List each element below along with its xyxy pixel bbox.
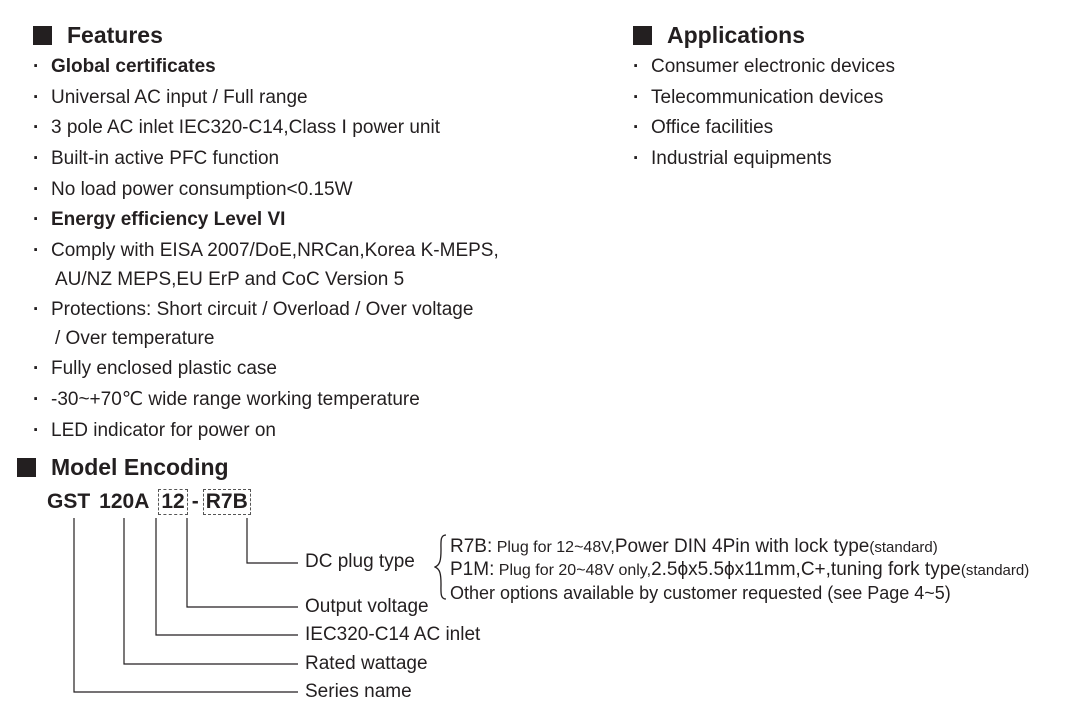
plug-option-r7b: R7B: Plug for 12~48V,Power DIN 4Pin with lock type(standard)	[450, 536, 938, 557]
feature-text: -30~+70℃ wide range working temperature	[51, 388, 420, 410]
label-series-name: Series name	[305, 681, 412, 702]
feature-text: 3 pole AC inlet IEC320-C14,Class Ⅰ power unit	[51, 117, 440, 139]
brace-icon	[434, 534, 448, 600]
bullet-dot-icon: ·	[33, 240, 40, 262]
label-output-voltage: Output voltage	[305, 596, 429, 617]
plug-option-p1m: P1M: Plug for 20~48V only,2.5ϕx5.5ϕx11mm,C+,tuning fork type(standard)	[450, 559, 1030, 580]
bullet-dot-icon: ·	[33, 358, 40, 380]
connector-plug	[247, 518, 298, 563]
application-text: Office facilities	[651, 117, 774, 139]
bullet-dot-icon: ·	[33, 148, 40, 170]
feature-text: Energy efficiency Level VI	[51, 209, 286, 231]
plug-options	[450, 536, 1029, 606]
bullet-dot-icon: ·	[33, 419, 40, 441]
application-text: Consumer electronic devices	[651, 56, 895, 77]
bullet-dot-icon: ·	[33, 117, 40, 139]
label-dc-plug-type: DC plug type	[305, 551, 415, 572]
label-inlet: IEC320-C14 AC inlet	[305, 624, 481, 645]
code-voltage: 12	[158, 489, 187, 515]
feature-text: Global certificates	[51, 56, 216, 77]
feature-text-continued: AU/NZ MEPS,EU ErP and CoC Version 5	[55, 269, 405, 291]
feature-text: Protections: Short circuit / Overload / Over voltage	[51, 299, 474, 321]
bullet-dot-icon: ·	[633, 148, 640, 170]
feature-text-continued: / Over temperature	[55, 328, 215, 350]
bullet-dot-icon: ·	[633, 56, 640, 77]
connector-series	[74, 518, 298, 692]
bullet-dot-icon: ·	[33, 86, 40, 108]
model-encoding-title: Model Encoding	[51, 454, 229, 480]
connector-inlet	[156, 518, 298, 635]
bullet-dot-icon: ·	[33, 388, 40, 410]
bullet-dot-icon: ·	[33, 178, 40, 200]
code-wattage: 120A	[99, 490, 150, 513]
feature-text: Comply with EISA 2007/DoE,NRCan,Korea K-MEPS,	[51, 240, 499, 262]
code-series: GST	[47, 490, 91, 513]
feature-text: No load power consumption<0.15W	[51, 178, 353, 200]
bullet-dot-icon: ·	[33, 299, 40, 321]
bullet-dot-icon: ·	[33, 209, 40, 231]
feature-text: Universal AC input / Full range	[51, 86, 308, 108]
bullet-dot-icon: ·	[633, 117, 640, 139]
applications-title: Applications	[667, 22, 806, 48]
plug-option-other: Other options available by customer requested (see Page 4~5)	[450, 583, 951, 603]
application-text: Industrial equipments	[651, 148, 832, 170]
connector-wattage	[124, 518, 298, 664]
application-text: Telecommunication devices	[651, 86, 884, 108]
feature-text: Fully enclosed plastic case	[51, 358, 277, 380]
feature-text: Built-in active PFC function	[51, 148, 280, 170]
bullet-dot-icon: ·	[633, 86, 640, 108]
label-rated-wattage: Rated wattage	[305, 653, 428, 674]
feature-text: LED indicator for power on	[51, 419, 276, 441]
code-plug: R7B	[203, 489, 251, 515]
features-title: Features	[67, 22, 163, 48]
bullet-dot-icon: ·	[33, 56, 40, 77]
code-dash: -	[191, 490, 199, 513]
